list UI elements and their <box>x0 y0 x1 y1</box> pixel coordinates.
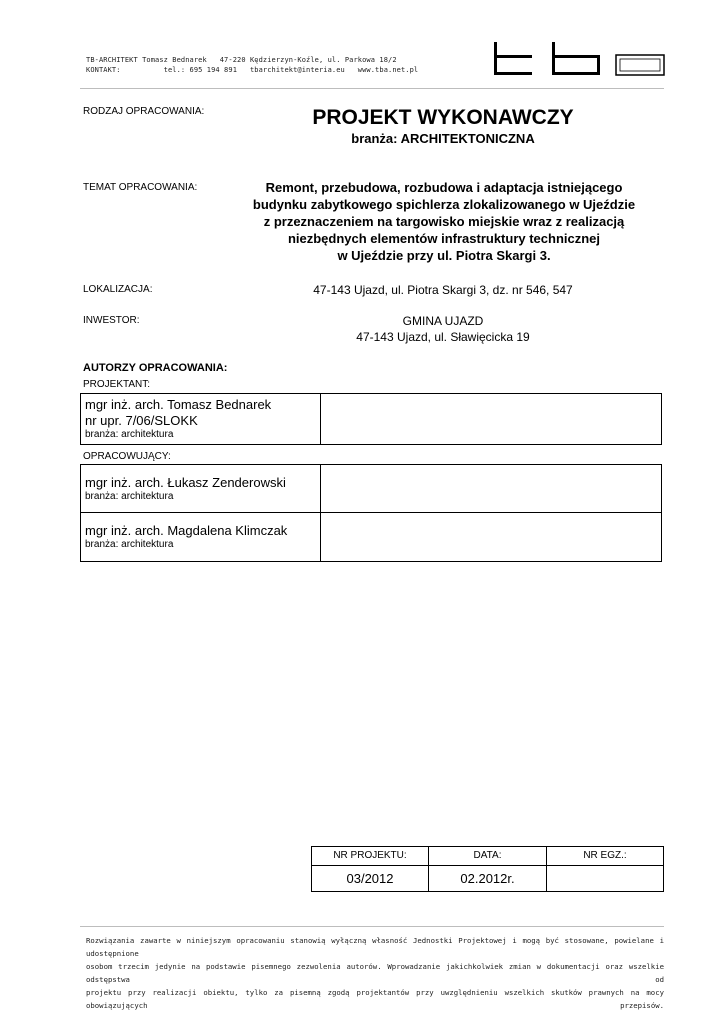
project-info-table <box>311 846 664 892</box>
header-divider <box>80 88 664 89</box>
authors-heading: AUTORZY OPRACOWANIA: <box>83 362 228 374</box>
project-number-value: 03/2012 <box>312 866 429 892</box>
document-title: PROJEKT WYKONAWCZY <box>312 106 574 129</box>
project-number-header: NR PROJEKTU: <box>312 847 429 865</box>
project-table-header-row <box>312 847 663 866</box>
projektant-branch: branża: architektura <box>85 429 174 440</box>
temat-text <box>226 179 662 264</box>
opracowujacy-label: OPRACOWUJĄCY: <box>83 451 171 462</box>
inwestor-address: 47-143 Ujazd, ul. Sławięcicka 19 <box>356 330 530 344</box>
rodzaj-label: RODZAJ OPRACOWANIA: <box>83 106 205 117</box>
copyright-line: projektu przy realizacji obiektu, tylko za pisemną zgodą projektantów przy uwzględnieniu wszelkich skutków prawnych na mocy obowiązujących przepisów. <box>86 988 664 1010</box>
project-table-value-row <box>312 866 663 892</box>
projektant-box <box>80 393 662 445</box>
projektant-label: PROJEKTANT: <box>83 379 151 390</box>
temat-line: budynku zabytkowego spichlerza zlokalizowanego w Ujeździe <box>252 197 636 212</box>
letterhead <box>86 55 418 75</box>
date-header: DATA: <box>429 847 547 865</box>
copy-number-value <box>547 866 663 892</box>
footer-divider <box>80 926 664 927</box>
document-subtitle: branża: ARCHITEKTONICZNA <box>351 131 535 146</box>
opracowujacy-cell <box>81 513 321 561</box>
temat-line: niezbędnych elementów infrastruktury technicznej <box>287 231 601 246</box>
copyright-line: Rozwiązania zawarte w niniejszym opracowaniu stanowią wyłączną własność Jednostki Projektowej i mogą być stosowane, powielane i udostępnione <box>86 936 664 958</box>
temat-label: TEMAT OPRACOWANIA: <box>83 182 198 193</box>
projektant-license: nr upr. 7/06/SLOKK <box>85 413 198 428</box>
letterhead-contact: KONTAKT: tel.: 695 194 891 tbarchitekt@interia.eu www.tba.net.pl <box>86 66 419 74</box>
date-value: 02.2012r. <box>429 866 547 892</box>
tb-logo <box>490 42 668 78</box>
lokalizacja-value: 47-143 Ujazd, ul. Piotra Skargi 3, dz. nr 546, 547 <box>313 283 573 297</box>
temat-line: Remont, przebudowa, rozbudowa i adaptacja istniejącego <box>265 180 623 195</box>
letterhead-address: TB-ARCHITEKT Tomasz Bednarek 47-220 Kędzierzyn-Koźle, ul. Parkowa 18/2 <box>86 56 397 64</box>
temat-line: z przeznaczeniem na targowisko miejskie wraz z realizacją <box>263 214 625 229</box>
temat-line: w Ujeździe przy ul. Piotra Skargi 3. <box>337 248 551 263</box>
opracowujacy-name: mgr inż. arch. Łukasz Zenderowski <box>85 475 286 490</box>
opracowujacy-name: mgr inż. arch. Magdalena Klimczak <box>85 523 288 538</box>
opracowujacy-cell <box>81 465 321 512</box>
opracowujacy-branch: branża: architektura <box>85 539 174 550</box>
opracowujacy-box-1 <box>80 464 662 513</box>
copyright-line: osobom trzecim jedynie na podstawie pisemnego zezwolenia autorów. Wprowadzanie jakichkolwiek zmian w dokumentacji oraz wszelkie odstępstwa od <box>86 962 664 984</box>
opracowujacy-branch: branża: architektura <box>85 491 174 502</box>
projektant-cell <box>81 394 321 444</box>
copy-number-header: NR EGZ.: <box>583 850 627 861</box>
opracowujacy-box-2 <box>80 512 662 562</box>
inwestor-label: INWESTOR: <box>83 315 140 326</box>
lokalizacja-label: LOKALIZACJA: <box>83 284 153 295</box>
inwestor-name: GMINA UJAZD <box>402 314 484 328</box>
copyright-notice <box>86 934 664 1012</box>
projektant-name: mgr inż. arch. Tomasz Bednarek <box>85 397 272 412</box>
